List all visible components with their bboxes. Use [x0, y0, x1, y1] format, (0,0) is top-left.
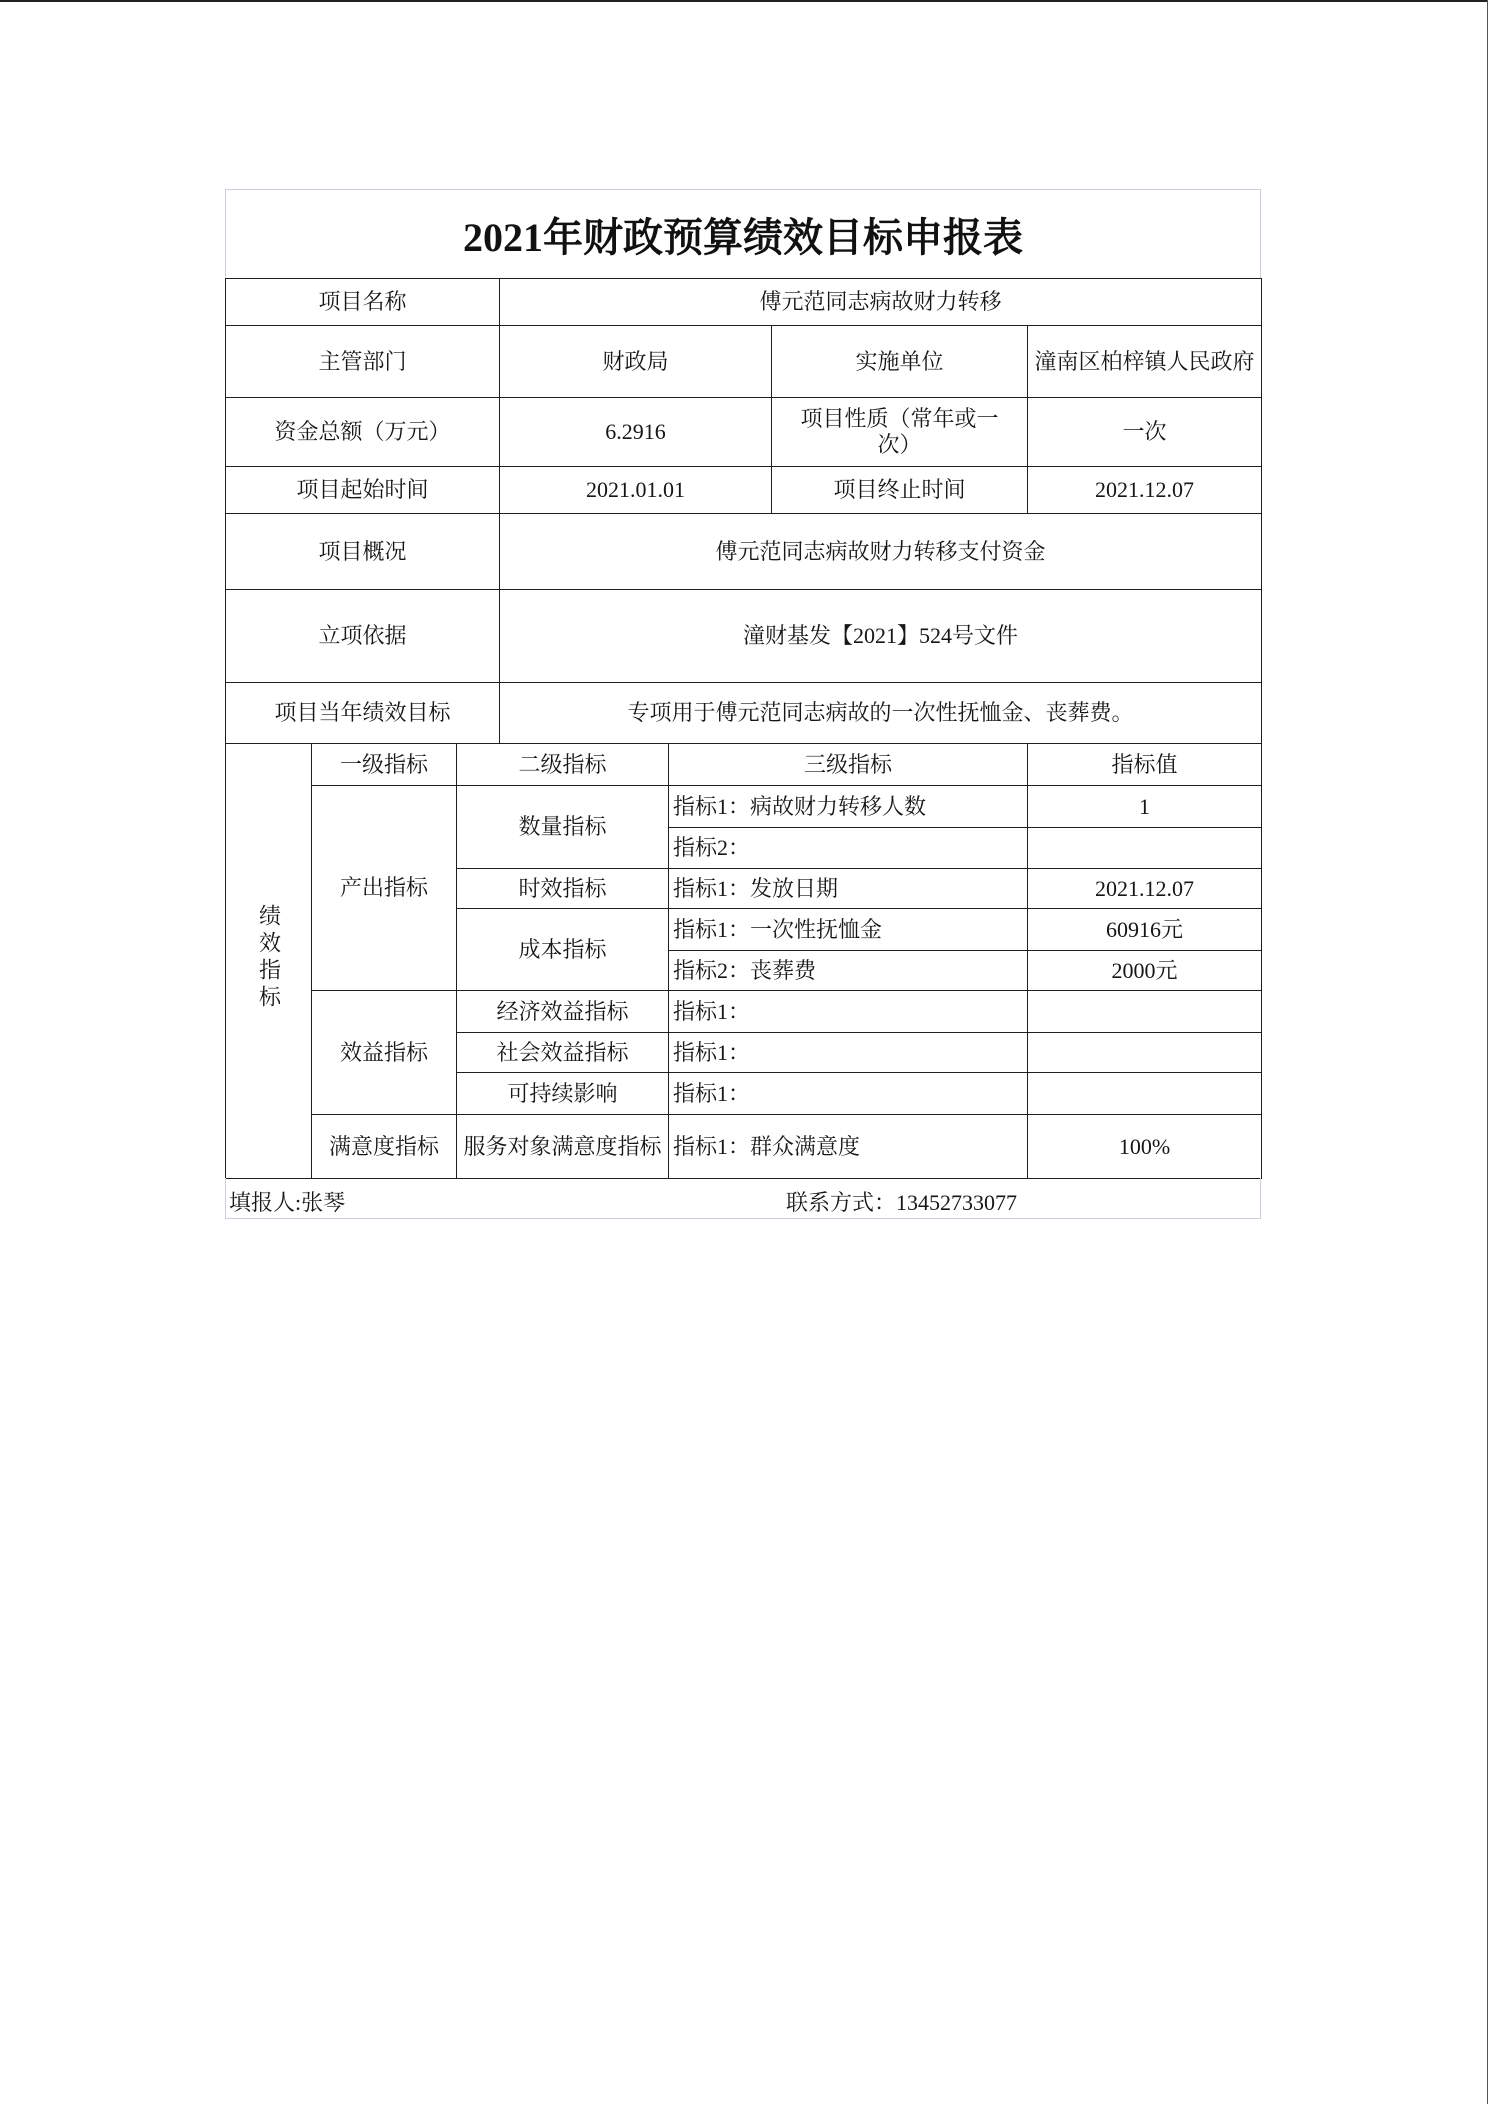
- overview-value: 傅元范同志病故财力转移支付资金: [500, 514, 1262, 590]
- level3-cell: 指标1：: [669, 1073, 1028, 1115]
- project-nature-value: 一次: [1028, 398, 1262, 467]
- header-level2: 二级指标: [457, 744, 669, 786]
- level2-timeliness: 时效指标: [457, 869, 669, 909]
- table-row: [226, 991, 1262, 1033]
- level2-economic: 经济效益指标: [457, 991, 669, 1033]
- basis-label: 立项依据: [226, 590, 500, 683]
- indicator-value: 2021.12.07: [1028, 869, 1262, 909]
- indicator-value: 2000元: [1028, 951, 1262, 991]
- header-level1: 一级指标: [312, 744, 457, 786]
- indicator-value: [1028, 991, 1262, 1033]
- end-date-label: 项目终止时间: [772, 467, 1028, 514]
- form-title: 2021年财政预算绩效目标申报表: [463, 214, 1023, 260]
- table-row: [226, 590, 1262, 683]
- department-label: 主管部门: [226, 326, 500, 398]
- level3-cell: 指标1：: [669, 991, 1028, 1033]
- annual-goal-value: 专项用于傅元范同志病故的一次性抚恤金、丧葬费。: [500, 683, 1262, 744]
- indicators-section-label: 绩效指标: [256, 904, 282, 1012]
- level3-cell: 指标2：丧葬费: [669, 951, 1028, 991]
- level3-cell: 指标1：一次性抚恤金: [669, 909, 1028, 951]
- title-row: [225, 189, 1261, 278]
- level3-cell: 指标1：病故财力转移人数: [669, 786, 1028, 828]
- table-row: [226, 467, 1262, 514]
- table-row: [226, 514, 1262, 590]
- project-name-value: 傅元范同志病故财力转移: [500, 279, 1262, 326]
- implementer-value: 潼南区柏梓镇人民政府: [1028, 326, 1262, 398]
- form-table: [225, 278, 1262, 1179]
- indicator-value: 1: [1028, 786, 1262, 828]
- level2-quantity: 数量指标: [457, 786, 669, 869]
- overview-label: 项目概况: [226, 514, 500, 590]
- indicator-value: [1028, 1033, 1262, 1073]
- filler-name: 填报人:张琴: [229, 1190, 346, 1215]
- start-date-value: 2021.01.01: [500, 467, 772, 514]
- fund-total-label: 资金总额（万元）: [226, 398, 500, 467]
- project-nature-label: 项目性质（常年或一次）: [772, 398, 1028, 467]
- implementer-label: 实施单位: [772, 326, 1028, 398]
- indicator-value: [1028, 828, 1262, 869]
- basis-value: 潼财基发【2021】524号文件: [500, 590, 1262, 683]
- level3-cell: 指标1：: [669, 1033, 1028, 1073]
- table-row: [226, 683, 1262, 744]
- annual-goal-label: 项目当年绩效目标: [226, 683, 500, 744]
- department-value: 财政局: [500, 326, 772, 398]
- table-row: [226, 1115, 1262, 1179]
- project-name-label: 项目名称: [226, 279, 500, 326]
- level2-sustainable: 可持续影响: [457, 1073, 669, 1115]
- scan-edge-top: [0, 0, 1488, 2]
- level2-social: 社会效益指标: [457, 1033, 669, 1073]
- level2-cost: 成本指标: [457, 909, 669, 991]
- start-date-label: 项目起始时间: [226, 467, 500, 514]
- level3-cell: 指标1：群众满意度: [669, 1115, 1028, 1179]
- header-value: 指标值: [1028, 744, 1262, 786]
- table-row: [226, 398, 1262, 467]
- table-row: [226, 279, 1262, 326]
- contact-info: 联系方式：13452733077: [786, 1190, 1018, 1215]
- level2-service-satisfaction: 服务对象满意度指标: [457, 1115, 669, 1179]
- fund-total-value: 6.2916: [500, 398, 772, 467]
- level1-benefit: 效益指标: [312, 991, 457, 1115]
- indicator-value: 100%: [1028, 1115, 1262, 1179]
- level3-cell: 指标1：发放日期: [669, 869, 1028, 909]
- indicator-value: 60916元: [1028, 909, 1262, 951]
- footer-row: [225, 1178, 1261, 1219]
- indicator-value: [1028, 1073, 1262, 1115]
- table-row: [226, 326, 1262, 398]
- indicators-section-cell: [226, 744, 312, 1179]
- table-row: [226, 786, 1262, 828]
- level1-satisfaction: 满意度指标: [312, 1115, 457, 1179]
- end-date-value: 2021.12.07: [1028, 467, 1262, 514]
- level3-cell: 指标2：: [669, 828, 1028, 869]
- level1-output: 产出指标: [312, 786, 457, 991]
- table-row: [226, 744, 1262, 786]
- header-level3: 三级指标: [669, 744, 1028, 786]
